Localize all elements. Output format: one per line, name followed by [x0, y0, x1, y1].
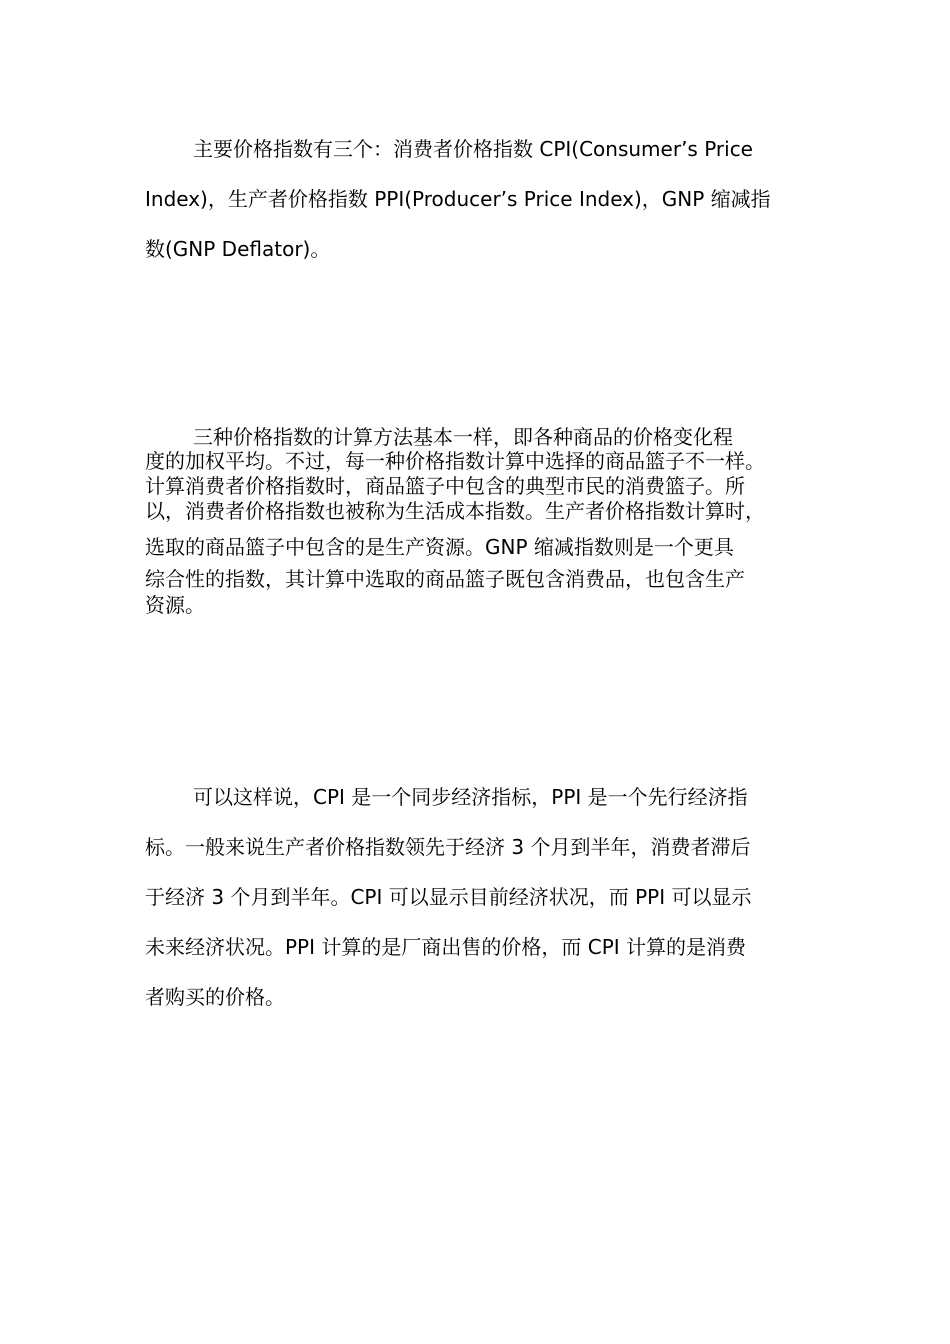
paragraph-line: 选取的商品篮子中包含的是生产资源。GNP 缩减指数则是一个更具	[145, 535, 734, 559]
paragraph-line: 资源。	[145, 593, 205, 617]
paragraph-line: 于经济 3 个月到半年。CPI 可以显示目前经济状况，而 PPI 可以显示	[145, 885, 752, 909]
paragraph-calculation-method	[145, 424, 810, 618]
paragraph-price-indices-intro	[145, 136, 810, 286]
paragraph-line: 未来经济状况。PPI 计算的是厂商出售的价格，而 CPI 计算的是消费	[145, 935, 747, 959]
paragraph-line: 综合性的指数，其计算中选取的商品篮子既包含消费品，也包含生产	[145, 567, 745, 591]
paragraph-line: 可以这样说，CPI 是一个同步经济指标，PPI 是一个先行经济指	[193, 785, 748, 809]
paragraph-line: 主要价格指数有三个：消费者价格指数 CPI(Consumer’s Price	[193, 137, 753, 161]
paragraph-line: Index)，生产者价格指数 PPI(Producer’s Price Index)，GNP 缩减指	[145, 187, 771, 211]
paragraph-line: 计算消费者价格指数时，商品篮子中包含的典型市民的消费篮子。所	[145, 474, 745, 498]
paragraph-line: 三种价格指数的计算方法基本一样，即各种商品的价格变化程	[193, 425, 733, 449]
paragraph-line: 者购买的价格。	[145, 985, 285, 1009]
paragraph-line: 以，消费者价格指数也被称为生活成本指数。生产者价格指数计算时，	[145, 499, 765, 523]
paragraph-line: 度的加权平均。不过，每一种价格指数计算中选择的商品篮子不一样。	[145, 449, 765, 473]
paragraph-line: 标。一般来说生产者价格指数领先于经济 3 个月到半年，消费者滞后	[145, 835, 751, 859]
paragraph-line: 数(GNP Deflator)。	[145, 237, 331, 261]
paragraph-cpi-vs-ppi	[145, 784, 810, 1034]
